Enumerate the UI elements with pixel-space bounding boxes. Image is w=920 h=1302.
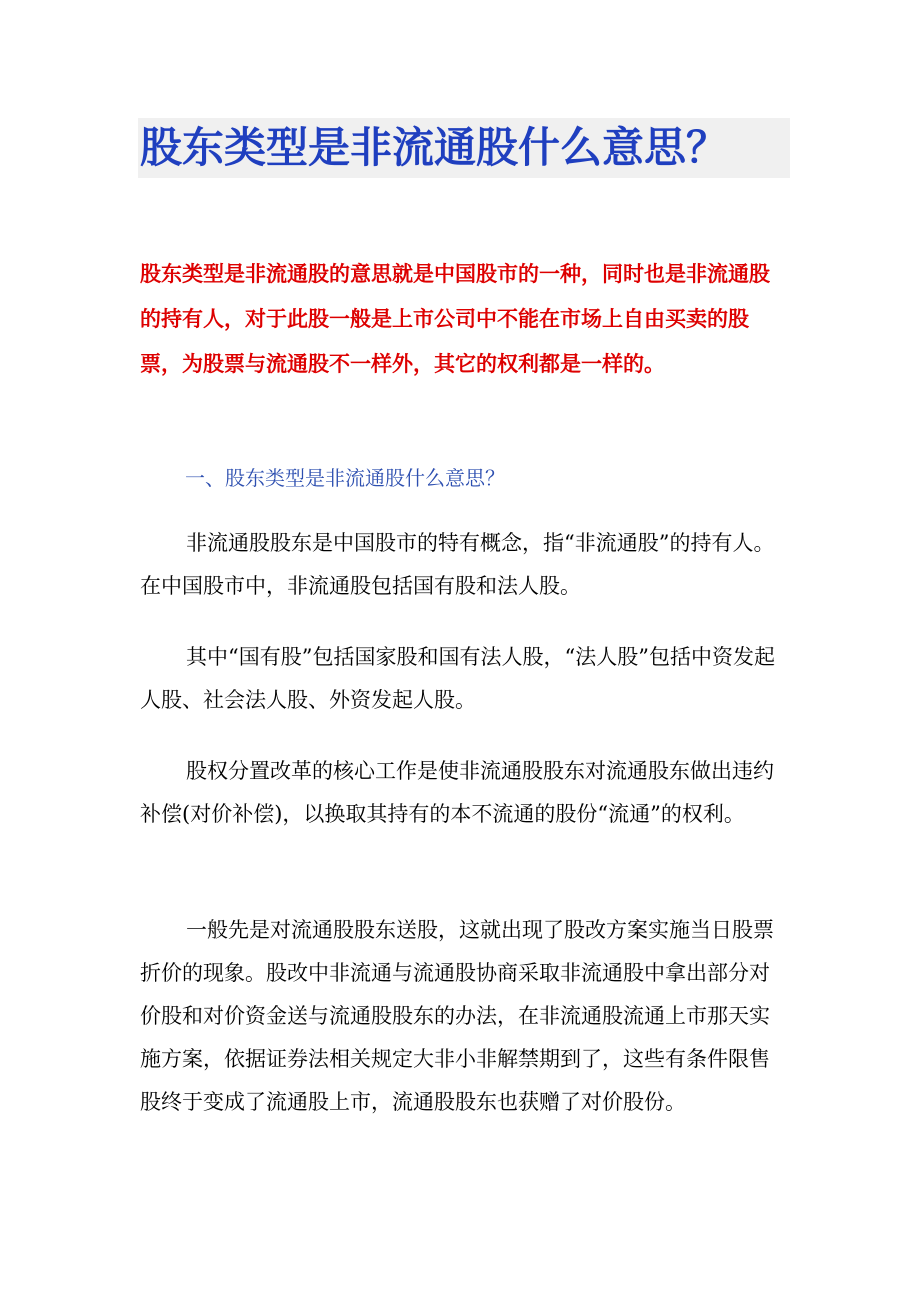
body-paragraph-3: 股权分置改革的核心工作是使非流通股股东对流通股东做出违约补偿(对价补偿)，以换取其持有的本不流通的股份“流通”的权利。	[140, 759, 774, 826]
body-paragraph-1: 非流通股股东是中国股市的特有概念，指“非流通股”的持有人。在中国股市中，非流通股包括国有股和法人股。	[140, 531, 775, 598]
body-paragraph-4: 一般先是对流通股股东送股，这就出现了股改方案实施当日股票折价的现象。股改中非流通与流通股协商采取非流通股中拿出部分对价股和对价资金送与流通股股东的办法，在非流通股流通上市那天实施方案，依据证券法相关规定大非小非解禁期到了，这些有条件限售股终于变成了流通股上市，流通股股东也获赠了对价股份。	[140, 918, 774, 1114]
page-title: 股东类型是非流通股什么意思？	[140, 123, 729, 172]
body-paragraph-2: 其中“国有股”包括国家股和国有法人股，“法人股”包括中资发起人股、社会法人股、外资发起人股。	[140, 645, 775, 712]
section-heading: 一、股东类型是非流通股什么意思？	[185, 466, 505, 490]
summary-paragraph: 股东类型是非流通股的意思就是中国股市的一种，同时也是非流通股的持有人，对于此股一般是上市公司中不能在市场上自由买卖的股票，为股票与流通股不一样外，其它的权利都是一样的。	[140, 262, 770, 376]
